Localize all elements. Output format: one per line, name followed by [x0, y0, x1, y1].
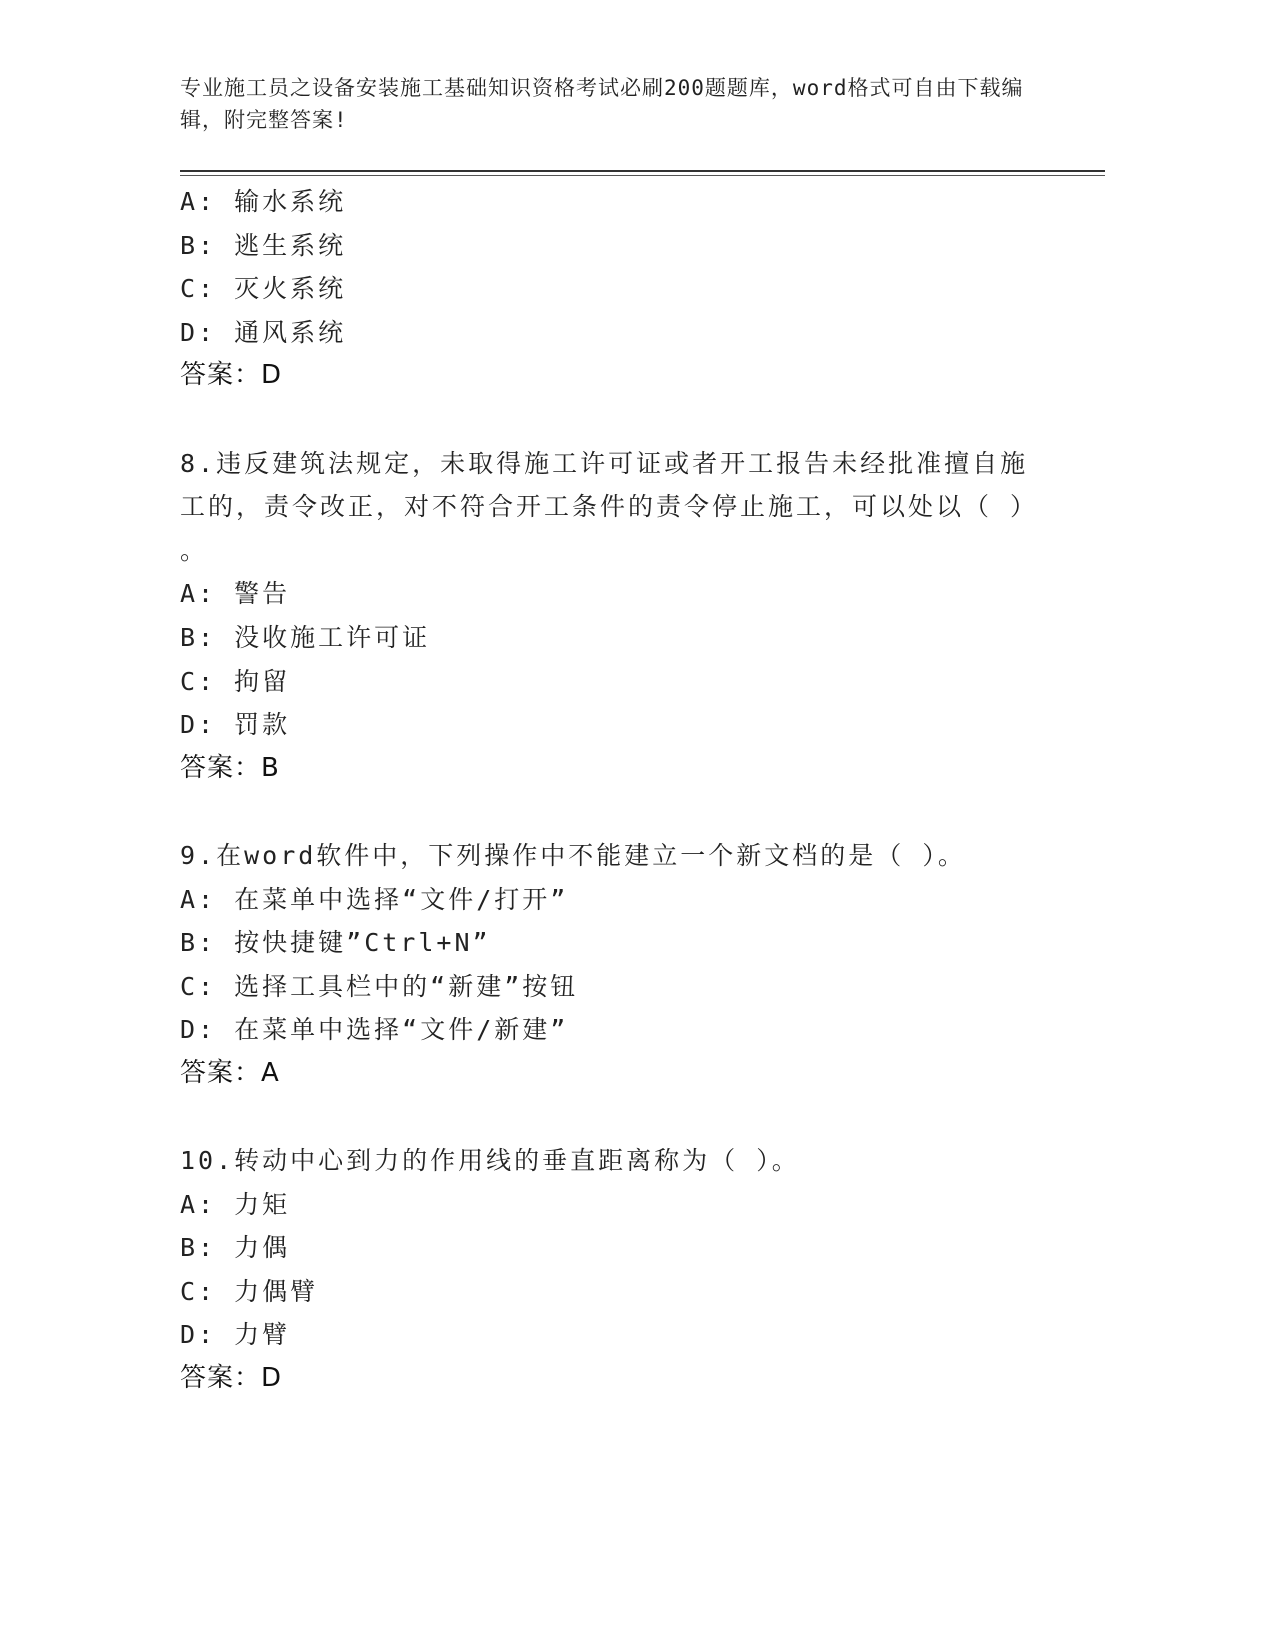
- option-c: C: 选择工具栏中的“新建”按钮: [180, 971, 579, 1001]
- option-d: D: 通风系统: [180, 317, 347, 347]
- option-d: D: 在菜单中选择“文件/新建”: [180, 1015, 569, 1045]
- question-9: [180, 834, 1060, 1096]
- option-a: A: 力矩: [180, 1189, 291, 1219]
- question-text: 9.在word软件中，下列操作中不能建立一个新文档的是（ ）。: [180, 840, 966, 870]
- header-divider-thick: [180, 170, 1105, 172]
- option-d: D: 力臂: [180, 1320, 291, 1350]
- option-c: C: 灭火系统: [180, 274, 347, 304]
- option-a: A: 输水系统: [180, 187, 347, 216]
- spacer: [180, 790, 1060, 834]
- answer-line: 答案：A: [180, 1057, 280, 1088]
- question-10: [180, 1139, 1060, 1401]
- question-text: 10.转动中心到力的作用线的垂直距离称为（ ）。: [180, 1146, 800, 1176]
- option-c: C: 拘留: [180, 666, 291, 696]
- question-text: 8.违反建筑法规定，未取得施工许可证或者开工报告未经批准擅自施 工的，责令改正，对不符合开工条件的责令停止施工，可以处以（ ） 。: [180, 448, 1039, 565]
- header-divider-thin: [180, 175, 1105, 176]
- document-header: 专业施工员之设备安装施工基础知识资格考试必刷200题题库，word格式可自由下载编辑，附完整答案!: [180, 76, 1024, 132]
- option-c: C: 力偶臂: [180, 1276, 319, 1306]
- option-b: B: 逃生系统: [180, 230, 347, 260]
- answer-line: 答案：D: [180, 360, 283, 391]
- spacer: [180, 398, 1060, 442]
- option-b: B: 按快捷键”Ctrl+N”: [180, 928, 491, 958]
- question-7-continuation: [180, 180, 1060, 398]
- option-b: B: 力偶: [180, 1233, 291, 1263]
- option-a: A: 在菜单中选择“文件/打开”: [180, 884, 569, 914]
- spacer: [180, 1095, 1060, 1139]
- option-a: A: 警告: [180, 579, 291, 609]
- answer-line: 答案：B: [180, 752, 280, 783]
- question-8: [180, 442, 1060, 791]
- option-b: B: 没收施工许可证: [180, 622, 431, 652]
- question-list: [180, 180, 1060, 1401]
- option-d: D: 罚款: [180, 710, 291, 740]
- answer-line: 答案：D: [180, 1363, 283, 1394]
